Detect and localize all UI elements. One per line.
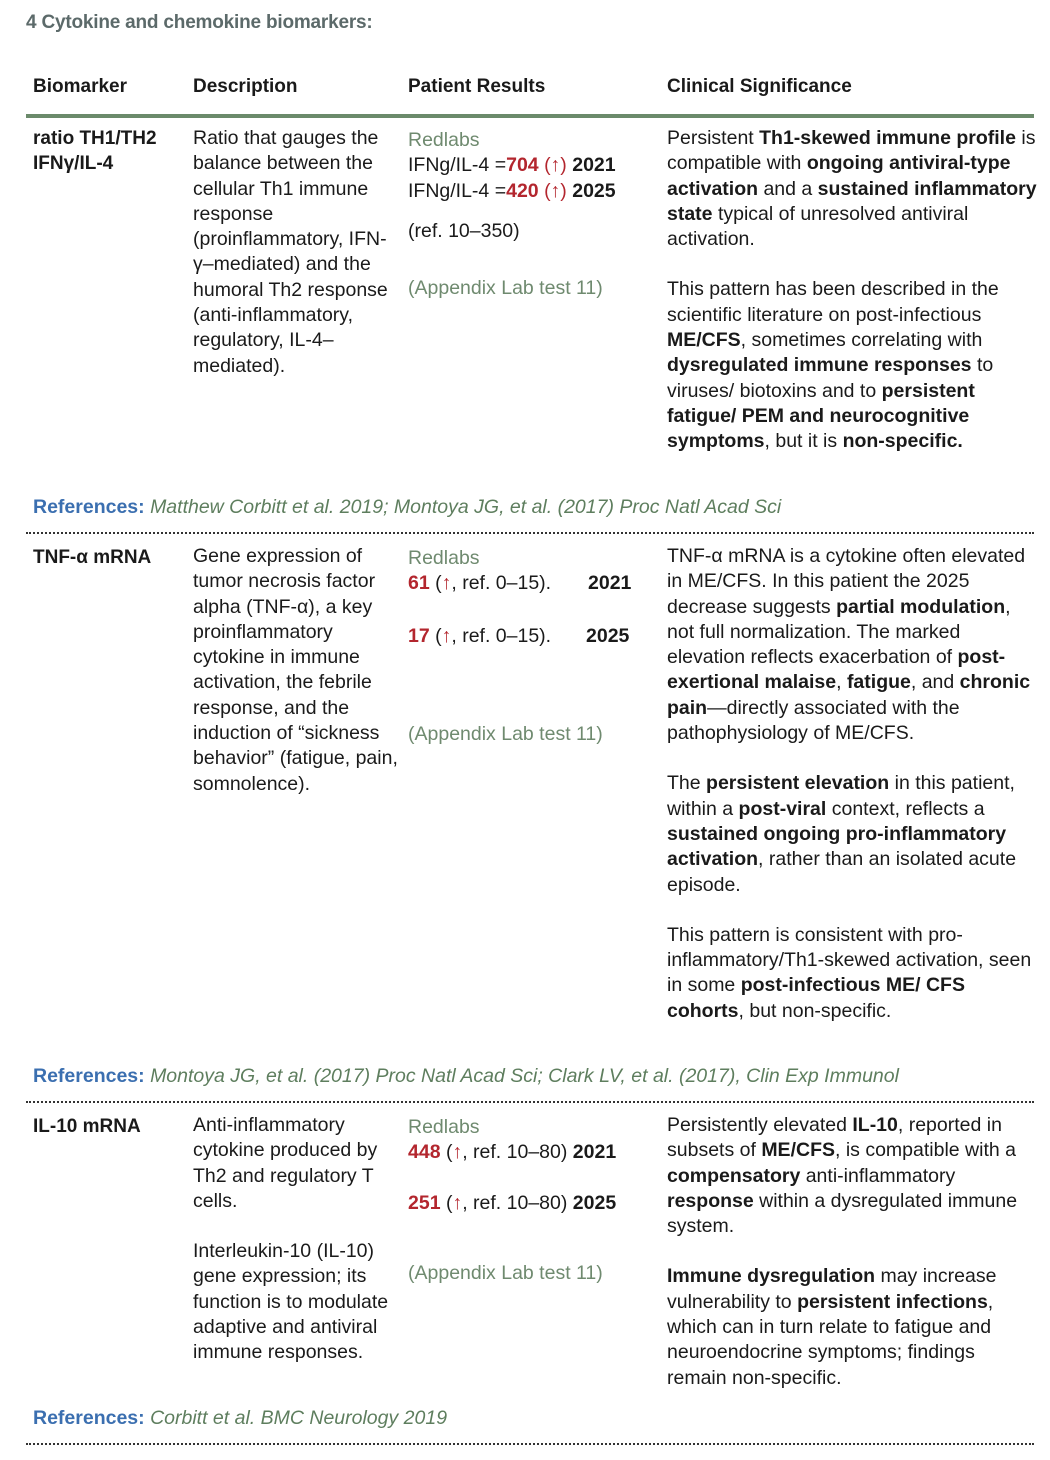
row-divider — [26, 532, 1034, 534]
emphasis-text: sustained inflammatory state — [667, 177, 1037, 225]
body-text: , which can in turn relate to fatigue and neuroendocrine symptoms; findings remain non-specific. — [667, 1290, 994, 1389]
results-tnf-alpha — [408, 546, 656, 747]
body-text: and a — [758, 177, 818, 200]
emphasis-text: persistent infections — [797, 1290, 988, 1313]
emphasis-text: Th1-skewed immune profile — [759, 127, 1016, 149]
appendix-link[interactable]: (Appendix Lab test 11) — [408, 722, 603, 745]
lab-name: Redlabs — [408, 1116, 480, 1138]
body-text: The — [667, 772, 707, 795]
emphasis-text: compensatory — [667, 1164, 801, 1187]
references-il-10: References: Corbitt et al. BMC Neurology 2019 — [33, 1407, 448, 1429]
emphasis-text: post-infectious ME/ CFS cohorts — [667, 974, 965, 1022]
result-2021: 61 (↑, ref. 0–15). 2021 — [408, 572, 632, 595]
body-text: , but it is — [764, 430, 843, 453]
emphasis-text: dysregulated immune responses — [667, 354, 972, 377]
emphasis-text: IL-10 — [852, 1114, 898, 1136]
emphasis-text: non-specific. — [842, 430, 963, 453]
emphasis-text: Immune dysregulation — [667, 1265, 876, 1288]
emphasis-text: ME/CFS — [667, 329, 741, 352]
body-text: , but non-specific. — [738, 999, 892, 1022]
emphasis-text: post-exertional malaise — [667, 646, 1006, 694]
body-text: , and — [910, 671, 960, 694]
significance-il-10 — [667, 1113, 1039, 1391]
body-text: , sometimes correlating with — [740, 329, 983, 352]
significance-tnf-alpha — [667, 544, 1039, 1024]
table-header — [26, 76, 1034, 104]
emphasis-text: response — [667, 1189, 754, 1212]
header-clinical-significance: Clinical Significance — [667, 76, 852, 97]
description-il-10 — [193, 1113, 398, 1366]
biomarker-tnf-alpha: TNF-α mRNA — [33, 547, 152, 568]
body-text: TNF-α mRNA is a cytokine often elevated in ME/CFS. In this patient the 2025 decrease suggests — [667, 545, 1026, 618]
body-text: anti-inflammatory — [800, 1164, 956, 1187]
emphasis-text: chronic pain — [667, 671, 1031, 719]
body-text: , is compatible with a — [834, 1139, 1016, 1162]
result-2025: 17 (↑, ref. 0–15). 2025 — [408, 624, 630, 647]
description-paragraph: Interleukin-10 (IL-10) gene expression; its function is to modulate adaptive and antiviral immune responses. — [193, 1240, 389, 1364]
body-text: Persistently elevated — [667, 1114, 853, 1136]
body-text: to viruses/ biotoxins and to — [667, 354, 994, 402]
body-text: in this patient, within a — [667, 772, 1015, 820]
biomarker-th1-th2 — [33, 126, 183, 177]
body-text: This pattern has been described in the scientific literature on post-infectious — [667, 278, 999, 326]
emphasis-text: fatigue — [846, 671, 911, 694]
body-text: —directly associated with the pathophysiology of ME/CFS. — [667, 696, 960, 745]
description-th1-th2: Ratio that gauges the balance between the cellular Th1 immune response (proinflammatory, IFN-γ–mediated) and the humoral Th2 response (anti-inflammatory, regulatory, IL-4–mediated). — [193, 127, 388, 377]
description-tnf-alpha: Gene expression of tumor necrosis factor alpha (TNF-α), a key proinflammatory cytokine in immune activation, the febrile response, and the induction of “sickness behavior” (fatigue, pain, somnolence). — [193, 545, 398, 795]
significance-th1-th2 — [667, 126, 1039, 455]
description-paragraph: Anti-inflammatory cytokine produced by Th2 and regulatory T cells. — [193, 1114, 378, 1212]
appendix-link[interactable]: (Appendix Lab test 11) — [408, 1261, 603, 1284]
emphasis-text: sustained ongoing pro-inflammatory activation — [667, 822, 1007, 871]
section-title: 4 Cytokine and chemokine biomarkers: — [26, 12, 373, 33]
significance-paragraph — [667, 126, 1039, 252]
results-th1-th2 — [408, 128, 656, 301]
references-tnf-alpha: References: Montoya JG, et al. (2017) Proc Natl Acad Sci; Clark LV, et al. (2017), Clin Exp Immunol — [33, 1065, 899, 1087]
significance-paragraph — [667, 771, 1039, 897]
body-text: may increase vulnerability to — [667, 1265, 997, 1313]
biomarker-il-10: IL-10 mRNA — [33, 1116, 141, 1137]
result-2021: 448 (↑, ref. 10–80) 2021 — [408, 1141, 617, 1164]
lab-name: Redlabs — [408, 129, 480, 151]
header-description: Description — [193, 76, 298, 97]
significance-paragraph — [667, 1113, 1039, 1239]
header-biomarker: Biomarker — [33, 76, 127, 97]
lab-name: Redlabs — [408, 547, 480, 569]
body-text: , rather than an isolated acute episode. — [667, 848, 1017, 896]
body-text: typical of unresolved antiviral activation. — [667, 202, 969, 251]
row-divider — [26, 1101, 1034, 1103]
significance-paragraph — [667, 1264, 1039, 1390]
body-text: This pattern is consistent with pro-inflammatory/Th1-skewed activation, seen in some — [667, 923, 1032, 997]
significance-paragraph — [667, 277, 1039, 454]
body-text: , not full normalization. The marked elevation reflects exacerbation of — [667, 595, 1011, 669]
reference-range: (ref. 10–350) — [408, 219, 520, 242]
header-divider — [26, 114, 1034, 118]
emphasis-text: post-viral — [738, 797, 827, 820]
body-text: within a dysregulated immune system. — [667, 1189, 1018, 1238]
body-text: , — [836, 671, 847, 694]
result-2025: IFNg/IL-4 =420 (↑) 2025 — [408, 179, 616, 202]
result-2025: 251 (↑, ref. 10–80) 2025 — [408, 1191, 617, 1214]
header-patient-results: Patient Results — [408, 76, 546, 97]
emphasis-text: ME/CFS — [761, 1139, 835, 1162]
biomarker-subname: IFNγ/IL-4 — [33, 153, 114, 175]
biomarker-name: ratio TH1/TH2 — [33, 128, 157, 149]
row-divider — [26, 1443, 1034, 1445]
emphasis-text: partial modulation — [836, 595, 1006, 618]
references-th1-th2: References: Matthew Corbitt et al. 2019; Montoya JG, et al. (2017) Proc Natl Acad Sci — [33, 496, 782, 518]
results-il-10 — [408, 1115, 656, 1286]
body-text: , reported in subsets of — [667, 1114, 1002, 1162]
emphasis-text: ongoing antiviral-type activation — [667, 152, 1011, 200]
emphasis-text: persistent fatigue/ PEM and neurocognitive symptoms — [667, 379, 975, 453]
emphasis-text: persistent elevation — [706, 772, 890, 795]
body-text: is compatible with — [667, 127, 1036, 175]
appendix-link[interactable]: (Appendix Lab test 11) — [408, 277, 603, 300]
body-text: Persistent — [667, 127, 760, 149]
significance-paragraph — [667, 544, 1039, 746]
result-2021: IFNg/IL-4 =704 (↑) 2021 — [408, 154, 616, 177]
significance-paragraph — [667, 923, 1039, 1024]
body-text: context, reflects a — [826, 797, 985, 820]
